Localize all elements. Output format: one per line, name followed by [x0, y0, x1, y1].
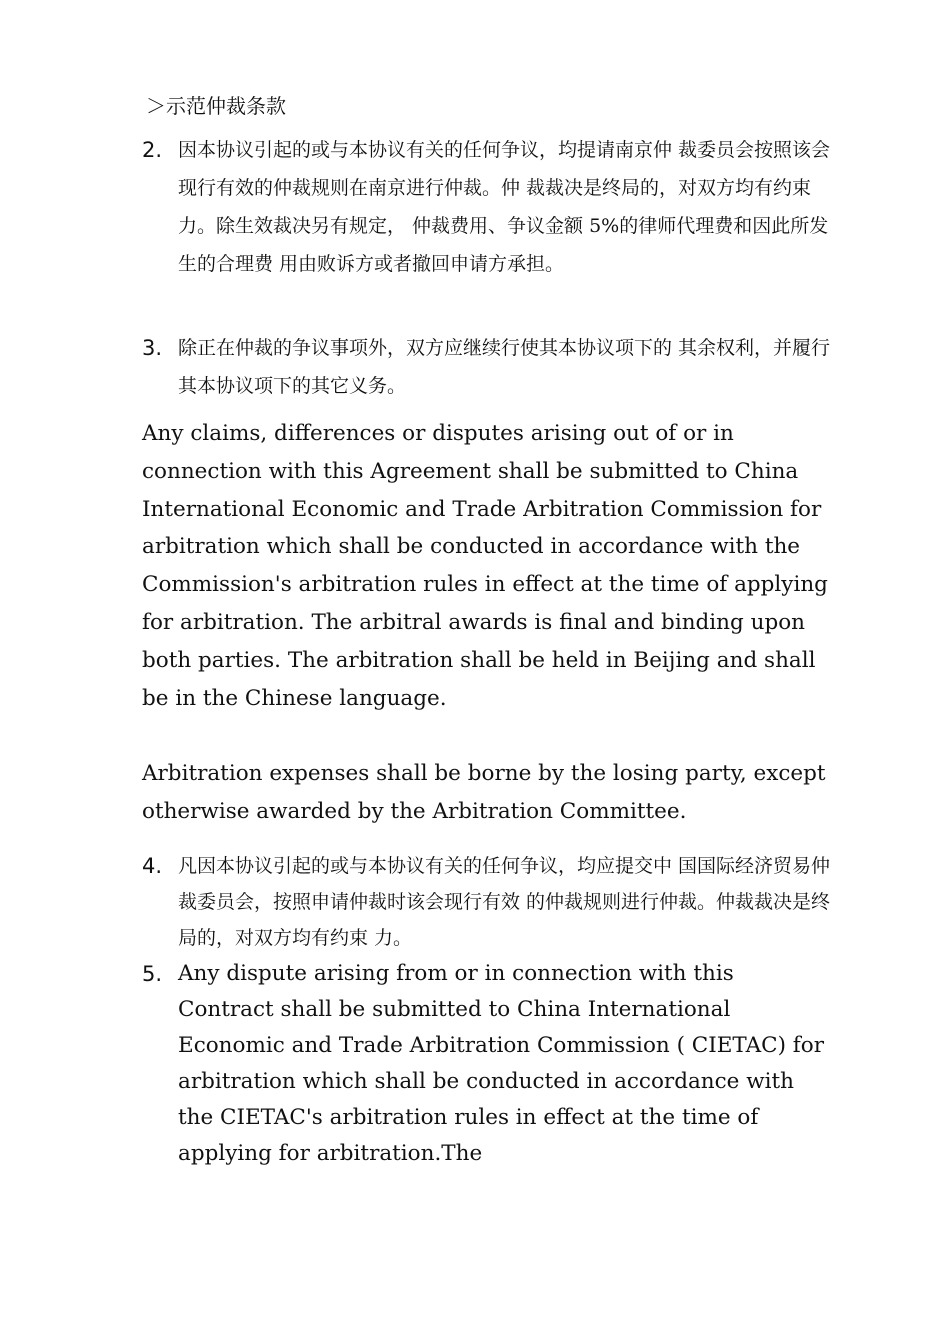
clause-text: Any dispute arising from or in connection with this Contract shall be submitted to China International Economic and Trade Arbitration Commission ( CIETAC) for arbitration which shall be conducted in accordance with the CIETAC's arbitration rules in effect at the time of applying for arbitration.The — [178, 961, 824, 1166]
clause-item-3 — [142, 329, 832, 405]
clause-item-5 — [142, 956, 832, 1172]
clause-number: 4. — [142, 854, 163, 878]
clause-number: 5. — [142, 962, 163, 986]
english-clause-paragraph: Any claims, differences or disputes arising out of or in connection with this Agreement shall be submitted to China International Economic and Trade Arbitration Commission for arbitration which shall be conducted in accordance with the Commission's arbitration rules in effect at the time of applying for arbitration. The arbitral awards is final and binding upon both parties. The arbitration shall be held in Beijing and shall be in the Chinese language. — [142, 421, 828, 711]
clause-item-2 — [142, 131, 832, 283]
clause-number: 2. — [142, 138, 163, 162]
expenses-paragraph: Arbitration expenses shall be borne by the losing party, except otherwise awarded by the Arbitration Committee. — [142, 761, 826, 824]
clause-number: 3. — [142, 336, 163, 360]
section-heading: ＞示范仲裁条款 — [146, 94, 286, 118]
clause-text: 除正在仲裁的争议事项外，双方应继续行使其本协议项下的 其余权利，并履行其本协议项下的其它义务。 — [178, 337, 831, 397]
clause-text: 因本协议引起的或与本协议有关的任何争议，均提请南京仲 裁委员会按照该会现行有效的仲裁规则在南京进行仲裁。仲 裁裁决是终局的，对双方均有约束力。除生效裁决另有规定， 仲裁费用、争议金额 5%的律师代理费和因此所发生的合理费 用由败诉方或者撤回申请方承担。 — [178, 139, 831, 275]
clause-text: 凡因本协议引起的或与本协议有关的任何争议，均应提交中 国国际经济贸易仲裁委员会，按照申请仲裁时该会现行有效 的仲裁规则进行仲裁。仲裁裁决是终局的，对双方均有约束 力。 — [178, 855, 831, 949]
clause-item-4 — [142, 848, 832, 956]
